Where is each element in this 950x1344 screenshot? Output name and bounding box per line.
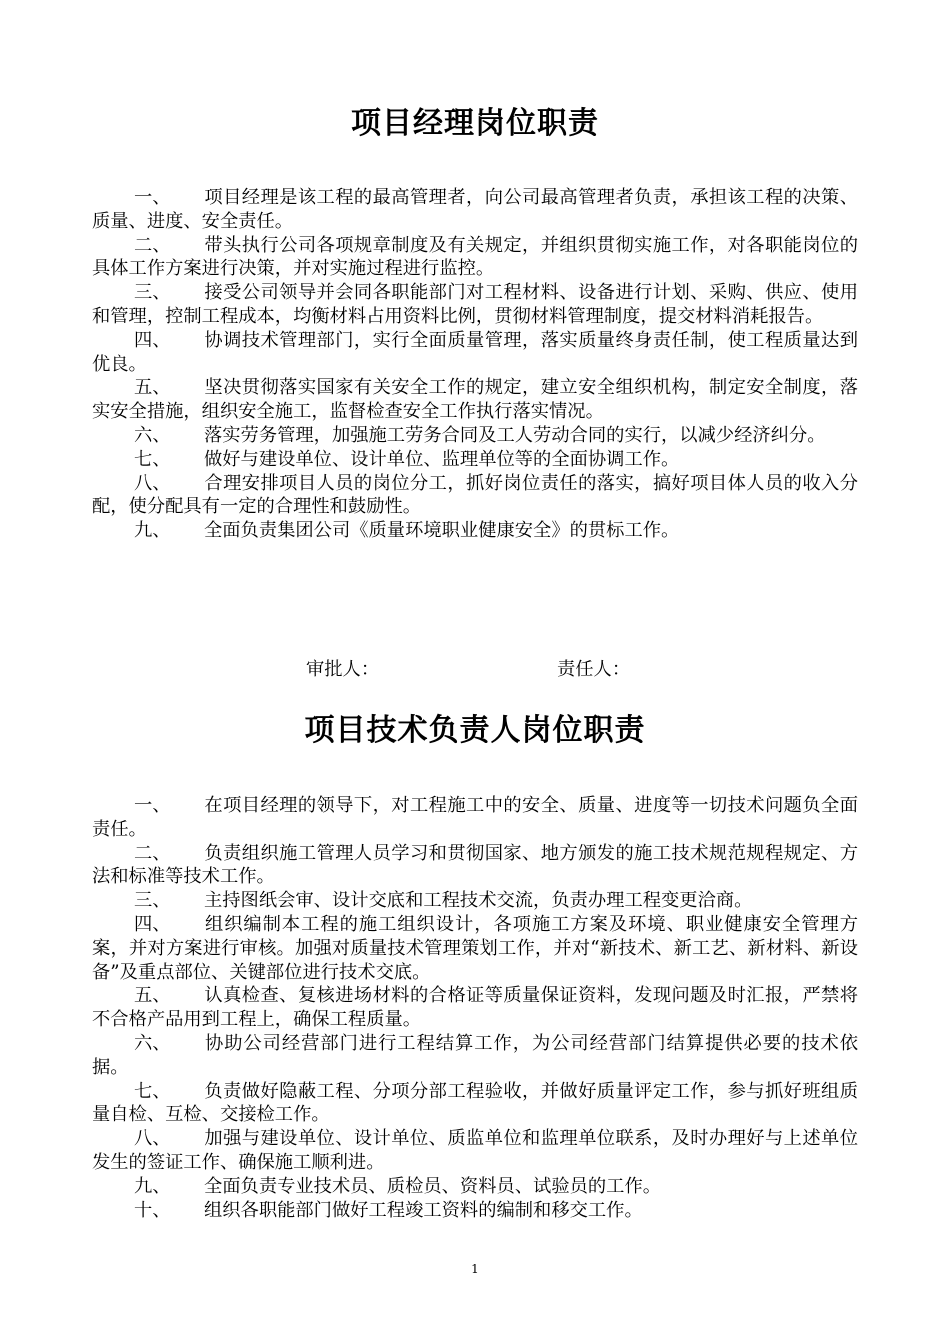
responsible-person-label: 责任人：	[557, 659, 631, 680]
item-text: 协助公司经营部门进行工程结算工作，为公司经营部门结算提供必要的技术依据。	[92, 1032, 858, 1078]
duty-item	[92, 472, 858, 520]
duty-item	[92, 519, 858, 543]
item-text: 负责组织施工管理人员学习和贯彻国家、地方颁发的施工技术规范规程规定、方法和标准等技术工作。	[92, 842, 858, 888]
item-text: 接受公司领导并会同各职能部门对工程材料、设备进行计划、采购、供应、使用和管理，控制工程成本，均衡材料占用资料比例，贯彻材料管理制度，提交材料消耗报告。	[92, 282, 858, 327]
duty-item	[92, 234, 858, 282]
duty-item	[92, 1080, 858, 1128]
item-text: 全面负责专业技术员、质检员、资料员、试验员的工作。	[204, 1175, 662, 1197]
duty-item	[92, 889, 858, 913]
item-text: 做好与建设单位、设计单位、监理单位等的全面协调工作。	[204, 448, 680, 470]
item-number: 九、	[134, 1175, 171, 1197]
item-text: 项目经理是该工程的最高管理者，向公司最高管理者负责，承担该工程的决策、质量、进度、安全责任。	[92, 187, 858, 232]
item-text: 在项目经理的领导下，对工程施工中的安全、质量、进度等一切技术问题负全面责任。	[92, 795, 858, 840]
item-number: 四、	[134, 329, 171, 351]
item-text: 坚决贯彻落实国家有关安全工作的规定，建立安全组织机构，制定安全制度，落实安全措施，组织安全施工，监督检查安全工作执行落实情况。	[92, 377, 858, 423]
item-text: 合理安排项目人员的岗位分工，抓好岗位责任的落实，搞好项目体人员的收入分配，使分配具有一定的合理性和鼓励性。	[92, 472, 858, 518]
item-text: 组织编制本工程的施工组织设计，各项施工方案及环境、职业健康安全管理方案，并对方案进行审核。加强对质量技术管理策划工作，并对“新技术、新工艺、新材料、新设备”及重点部位、关键部位进行技术交底。	[92, 913, 858, 983]
duty-item	[92, 424, 858, 448]
duty-item	[92, 186, 858, 234]
section2-title: 项目技术负责人岗位职责	[304, 713, 646, 748]
section1-title: 项目经理岗位职责	[351, 106, 599, 141]
duty-item	[92, 448, 858, 472]
page-number: 1	[471, 1262, 479, 1276]
item-number: 八、	[134, 472, 171, 494]
item-number: 五、	[134, 377, 171, 399]
item-number: 八、	[134, 1128, 171, 1150]
item-number: 一、	[134, 187, 171, 208]
item-text: 协调技术管理部门，实行全面质量管理，落实质量终身责任制，使工程质量达到优良。	[92, 329, 858, 375]
section2-duty-list	[92, 794, 858, 1222]
duty-item	[92, 1175, 858, 1199]
duty-item	[92, 794, 858, 842]
approver-label: 审批人：	[306, 659, 380, 680]
duty-item	[92, 1199, 858, 1223]
item-text: 负责做好隐蔽工程、分项分部工程验收，并做好质量评定工作，参与抓好班组质量自检、互检、交接检工作。	[92, 1080, 858, 1126]
signature-line	[0, 658, 950, 684]
item-number: 一、	[134, 795, 171, 816]
item-text: 组织各职能部门做好工程竣工资料的编制和移交工作。	[204, 1199, 643, 1221]
item-number: 六、	[134, 1032, 171, 1054]
item-number: 四、	[134, 913, 171, 935]
item-number: 七、	[134, 448, 171, 470]
item-number: 九、	[134, 520, 171, 542]
item-number: 三、	[134, 282, 171, 304]
duty-item	[92, 1127, 858, 1175]
item-text: 加强与建设单位、设计单位、质监单位和监理单位联系，及时办理好与上述单位发生的签证工作、确保施工顺利进。	[92, 1128, 858, 1173]
item-number: 六、	[134, 424, 171, 446]
duty-item	[92, 281, 858, 329]
item-number: 七、	[134, 1080, 171, 1102]
item-number: 十、	[134, 1199, 171, 1221]
item-text: 落实劳务管理，加强施工劳务合同及工人劳动合同的实行，以减少经济纠分。	[204, 424, 826, 446]
duty-item	[92, 376, 858, 424]
duty-item	[92, 842, 858, 890]
duty-item	[92, 329, 858, 377]
duty-item	[92, 1032, 858, 1080]
duty-item	[92, 984, 858, 1032]
item-number: 三、	[134, 890, 171, 912]
item-text: 主持图纸会审、设计交底和工程技术交流，负责办理工程变更洽商。	[204, 890, 753, 912]
item-number: 二、	[134, 234, 171, 256]
item-number: 五、	[134, 985, 171, 1007]
item-text: 认真检查、复核进场材料的合格证等质量保证资料，发现问题及时汇报，严禁将不合格产品用到工程上，确保工程质量。	[92, 985, 858, 1031]
item-text: 全面负责集团公司《质量环境职业健康安全》的贯标工作。	[204, 520, 680, 542]
item-number: 二、	[134, 842, 171, 864]
section1-duty-list	[92, 186, 858, 543]
duty-item	[92, 913, 858, 984]
item-text: 带头执行公司各项规章制度及有关规定，并组织贯彻实施工作，对各职能岗位的具体工作方案进行决策，并对实施过程进行监控。	[92, 234, 858, 280]
